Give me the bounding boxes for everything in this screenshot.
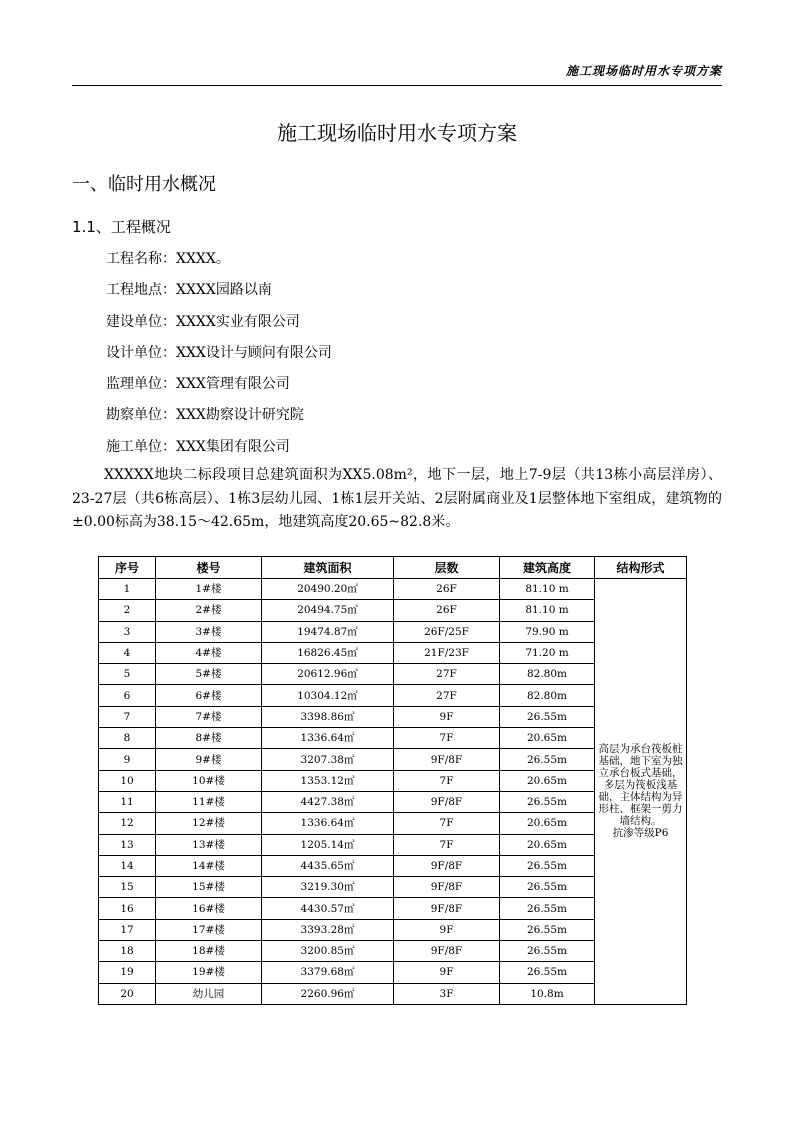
cell-height: 26.55m [500,898,595,919]
cell-area: 4427.38㎡ [262,791,394,812]
cell-seq: 15 [99,877,156,898]
building-table [98,556,687,1005]
table-body [99,579,687,1005]
structure-description [595,579,687,1005]
cell-building: 14#楼 [156,855,262,876]
info-designer: 设计单位：XXX设计与顾问有限公司 [106,344,332,361]
cell-floors: 26F/25F [394,621,500,642]
cell-floors: 9F/8F [394,941,500,962]
info-project-name: 工程名称：XXXX。 [106,251,230,267]
cell-area: 1353.12㎡ [262,770,394,791]
cell-height: 26.55m [500,855,595,876]
cell-seq: 18 [99,941,156,962]
cell-floors: 9F/8F [394,898,500,919]
subsection-heading: 1.1、工程概况 [72,218,171,236]
project-info-list [106,248,332,467]
cell-seq: 8 [99,728,156,749]
cell-seq: 13 [99,834,156,855]
cell-building: 9#楼 [156,749,262,770]
cell-building: 18#楼 [156,941,262,962]
header-area: 建筑面积 [262,557,394,579]
cell-seq: 14 [99,855,156,876]
cell-area: 20612.96㎡ [262,664,394,685]
cell-height: 26.55m [500,706,595,727]
cell-height: 20.65m [500,770,595,791]
cell-seq: 20 [99,983,156,1004]
cell-area: 3207.38㎡ [262,749,394,770]
cell-floors: 9F [394,706,500,727]
table-row [99,579,687,600]
cell-building: 11#楼 [156,791,262,812]
cell-building: 4#楼 [156,642,262,663]
cell-seq: 17 [99,919,156,940]
cell-seq: 6 [99,685,156,706]
cell-building: 幼儿园 [156,983,262,1004]
cell-floors: 9F [394,919,500,940]
info-supervisor: 监理单位：XXX管理有限公司 [106,376,290,393]
header-structure: 结构形式 [595,557,687,579]
cell-area: 3393.28㎡ [262,919,394,940]
document-title: 施工现场临时用水专项方案 [277,121,517,145]
header-divider [72,85,722,86]
cell-building: 19#楼 [156,962,262,983]
header-seq: 序号 [99,557,156,579]
cell-height: 20.65m [500,813,595,834]
cell-seq: 4 [99,642,156,663]
cell-floors: 21F/23F [394,642,500,663]
info-owner: 建设单位：XXXX实业有限公司 [106,313,300,330]
table-header-row [99,557,687,579]
cell-floors: 9F [394,962,500,983]
overview-paragraph: XXXXX地块二标段项目总建筑面积为XX5.08m²，地下一层，地上7-9层（共13栋小高层洋房）、23-27层（共6栋高层）、1栋3层幼儿园、1栋1层开关站、2层附属商业及1层整体地下室组成，建筑物的±0.00标高为38.15～42.65m，地建筑高度20.65~82.8米。 [72,467,722,531]
cell-building: 3#楼 [156,621,262,642]
cell-height: 26.55m [500,941,595,962]
cell-building: 2#楼 [156,600,262,621]
cell-seq: 3 [99,621,156,642]
cell-seq: 11 [99,791,156,812]
cell-seq: 5 [99,664,156,685]
cell-area: 19474.87㎡ [262,621,394,642]
cell-floors: 9F/8F [394,855,500,876]
cell-building: 6#楼 [156,685,262,706]
cell-building: 5#楼 [156,664,262,685]
cell-seq: 1 [99,579,156,600]
cell-height: 71.20 m [500,642,595,663]
cell-floors: 27F [394,664,500,685]
cell-floors: 7F [394,728,500,749]
info-project-location: 工程地点：XXXX园路以南 [106,282,272,299]
cell-area: 2260.96㎡ [262,983,394,1004]
cell-height: 26.55m [500,791,595,812]
cell-height: 20.65m [500,728,595,749]
cell-area: 1336.64㎡ [262,728,394,749]
cell-building: 17#楼 [156,919,262,940]
cell-height: 79.90 m [500,621,595,642]
cell-seq: 10 [99,770,156,791]
impermeability-grade: 抗渗等级P6 [612,827,669,840]
cell-area: 4430.57㎡ [262,898,394,919]
cell-floors: 26F [394,600,500,621]
cell-height: 20.65m [500,834,595,855]
cell-floors: 9F/8F [394,791,500,812]
info-contractor: 施工单位：XXX集团有限公司 [106,438,290,455]
cell-seq: 12 [99,813,156,834]
cell-floors: 7F [394,834,500,855]
cell-seq: 2 [99,600,156,621]
header-floors: 层数 [394,557,500,579]
cell-building: 8#楼 [156,728,262,749]
cell-height: 82.80m [500,685,595,706]
cell-building: 10#楼 [156,770,262,791]
cell-height: 82.80m [500,664,595,685]
cell-area: 3398.86㎡ [262,706,394,727]
cell-building: 13#楼 [156,834,262,855]
cell-seq: 16 [99,898,156,919]
cell-area: 1336.64㎡ [262,813,394,834]
cell-floors: 26F [394,579,500,600]
cell-area: 3219.30㎡ [262,877,394,898]
cell-area: 16826.45㎡ [262,642,394,663]
cell-building: 15#楼 [156,877,262,898]
cell-floors: 7F [394,770,500,791]
cell-floors: 9F/8F [394,749,500,770]
cell-building: 16#楼 [156,898,262,919]
cell-area: 4435.65㎡ [262,855,394,876]
cell-height: 10.8m [500,983,595,1004]
cell-area: 20494.75㎡ [262,600,394,621]
cell-area: 10304.12㎡ [262,685,394,706]
cell-area: 3379.68㎡ [262,962,394,983]
cell-height: 81.10 m [500,579,595,600]
header-building: 楼号 [156,557,262,579]
cell-floors: 9F/8F [394,877,500,898]
cell-floors: 27F [394,685,500,706]
info-surveyor: 勘察单位：XXX勘察设计研究院 [106,407,304,424]
cell-floors: 7F [394,813,500,834]
cell-seq: 9 [99,749,156,770]
cell-height: 26.55m [500,962,595,983]
cell-height: 26.55m [500,749,595,770]
cell-area: 1205.14㎡ [262,834,394,855]
header-height: 建筑高度 [500,557,595,579]
cell-seq: 19 [99,962,156,983]
structure-note: 高层为承台筏板桩基础，地下室为独立承台板式基础，多层为筏板浅基础，主体结构为异形柱、框架一剪力墙结构。 [598,743,683,828]
cell-building: 7#楼 [156,706,262,727]
cell-area: 3200.85㎡ [262,941,394,962]
cell-height: 26.55m [500,877,595,898]
cell-building: 1#楼 [156,579,262,600]
section-heading: 一、临时用水概况 [72,174,216,195]
cell-seq: 7 [99,706,156,727]
cell-area: 20490.20㎡ [262,579,394,600]
running-header: 施工现场临时用水专项方案 [565,64,722,78]
cell-height: 26.55m [500,919,595,940]
cell-building: 12#楼 [156,813,262,834]
cell-floors: 3F [394,983,500,1004]
cell-height: 81.10 m [500,600,595,621]
